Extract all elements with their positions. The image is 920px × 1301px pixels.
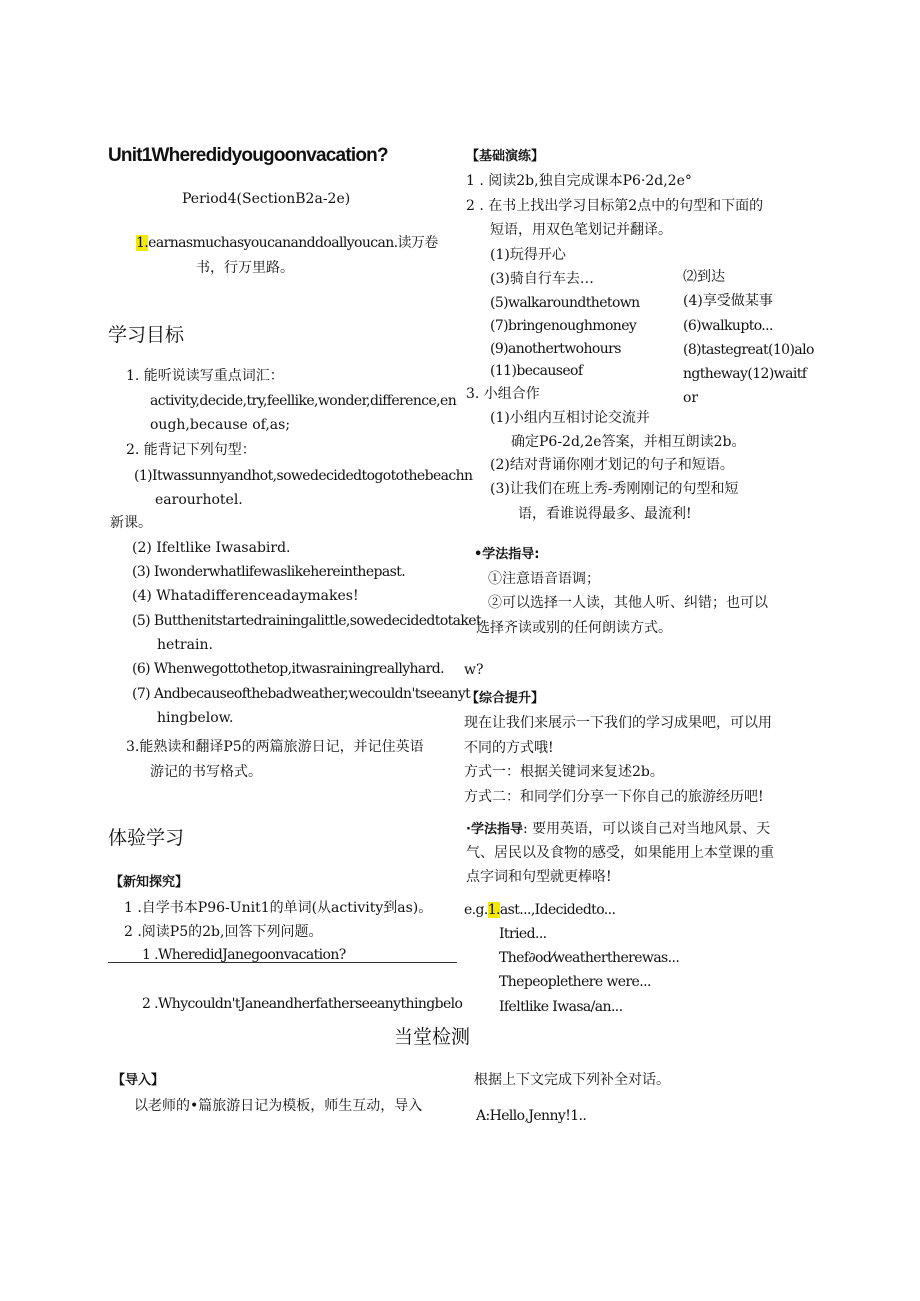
sentence-1-cont: earourhotel. — [155, 492, 243, 508]
dialogue-line-1: A:Hello,Jenny!1.. — [476, 1108, 587, 1124]
question-2: 2 .Whycouldn'tJaneandherfatherseeanythingbelo — [142, 996, 463, 1012]
new-knowledge-label: 【新知探究】 — [110, 875, 189, 890]
phrase-8: (8)tastegreat(10)alo — [683, 342, 814, 358]
method-guide-2-text: : 要用英语，可以谈自己对当地风景、天 — [522, 821, 771, 837]
stray-text: w? — [464, 662, 484, 678]
classroom-test-heading: 当堂检测 — [394, 1026, 471, 1048]
phrase-8-end: or — [683, 390, 699, 406]
phrase-1: (1)玩得开心 — [490, 247, 566, 263]
explore-item-2: 2 .阅读P5的2b,回答下列问题。 — [124, 924, 323, 940]
experience-heading: 体验学习 — [108, 827, 185, 849]
practice-item-2: 2 . 在书上找出学习目标第2点中的句型和下面的 — [466, 198, 764, 214]
goal-1-words: activity,decide,try,feellike,wonder,difference,en — [150, 393, 457, 409]
phrase-4: (4)享受做某事 — [683, 293, 773, 309]
way-1: 方式一：根据关键词来复述2b。 — [464, 764, 664, 780]
phrase-11: (11)becauseof — [490, 363, 583, 379]
sentence-3: (3) Iwonderwhatlifewaslikehereinthepast. — [132, 564, 406, 580]
way-2: 方式二：和同学们分享一下你自己的旅游经历吧! — [464, 789, 764, 805]
motto-line-2: 书，行万里路。 — [196, 260, 294, 276]
method-guide-2-end: 点字词和句型就更棒咯! — [466, 869, 612, 885]
sentence-6: (6) Whenwegottothetop,itwasrainingreallyhard. — [132, 661, 444, 677]
method-tip-1: ①注意语音语调； — [488, 571, 600, 587]
answer-line — [108, 962, 457, 963]
sentence-7-cont: hingbelow. — [157, 710, 234, 726]
goal-3-cont: 游记的书写格式。 — [150, 764, 262, 780]
question-1: 1 .WheredidJanegoonvacation? — [142, 947, 346, 963]
group-work: 3. 小组合作 — [466, 386, 540, 402]
method-tip-2: ②可以选择一人读，其他人听、纠错；也可以 — [488, 595, 768, 611]
sentence-1: (1)Itwassunnyandhot,sowedecidedtogotothebeachn — [134, 468, 473, 484]
sentence-5-cont: hetrain. — [157, 637, 213, 653]
goal-1: 1. 能听说读写重点词汇： — [126, 368, 284, 384]
sentence-7: (7) Andbecauseofthebadweather,wecouldn'tseeanyt — [132, 686, 471, 702]
practice-item-2-cont: 短语，用双色笔划记并翻译。 — [490, 222, 672, 238]
comprehensive-intro-cont: 不同的方式哦! — [464, 740, 554, 756]
comprehensive-label: 【综合提升】 — [466, 691, 545, 706]
highlight-mark: 1. — [136, 235, 149, 251]
example-prefix: e.g. — [464, 902, 488, 918]
example-line-4: Thepeoplethere were... — [499, 974, 651, 990]
period-subtitle: Period4(SectionB2a-2e) — [182, 191, 351, 207]
highlight-mark: 1. — [487, 902, 500, 918]
method-tip-2-cont: 选择齐读或别的任何朗读方式。 — [476, 620, 672, 636]
dialogue-instructions: 根据上下文完成下列补全对话。 — [474, 1072, 670, 1088]
method-guide-2-label: ·学法指导 — [466, 822, 523, 837]
intro-label: 【导入】 — [112, 1073, 165, 1088]
sentence-2: (2) Ifeltlike Iwasabird. — [132, 540, 291, 556]
sentence-5: (5) Butthenitstartedrainingalittle,sowedecidedtotaket — [132, 613, 482, 629]
phrase-6: (6)walkupto... — [683, 318, 773, 334]
goal-2: 2. 能背记下列句型： — [126, 442, 256, 458]
goal-1-words-cont: ough,because of,as; — [150, 417, 291, 433]
explore-item-1: 1 .自学书本P96-Unit1的单词(从activity到as)。 — [124, 900, 433, 916]
practice-item-1: 1 . 阅读2b,独自完成课本P6·2d,2e° — [466, 173, 692, 189]
phrase-5: (5)walkaroundthetown — [490, 295, 640, 311]
phrase-3: (3)骑自行车去… — [490, 271, 594, 287]
group-step-3: (3)让我们在班上秀-秀刚刚记的句型和短 — [490, 481, 739, 497]
phrase-9: (9)anothertwohours — [490, 341, 621, 357]
new-lesson-note: 新课。 — [110, 515, 152, 531]
group-step-1: (1)小组内互相讨论交流并 — [490, 410, 650, 426]
sentence-4: (4) Whatadifferenceadaymakes! — [132, 588, 359, 604]
group-step-3-cont: 语，看谁说得最多、最流利! — [518, 506, 692, 522]
motto-line-1 — [136, 234, 438, 252]
phrase-2: ⑵到达 — [683, 269, 725, 285]
page-title: Unit1Wheredidyougoonvacation? — [108, 145, 388, 166]
comprehensive-intro: 现在让我们来展示一下我们的学习成果吧，可以用 — [464, 715, 772, 731]
example-line-3: Thef∂od⁄weathertherewas... — [499, 950, 680, 966]
motto-text: earnasmuchasyoucananddoallyoucan.读万卷 — [148, 235, 438, 251]
goals-heading: 学习目标 — [108, 324, 185, 346]
example-line-1 — [464, 901, 615, 919]
method-guide-2 — [466, 820, 770, 839]
goal-3: 3.能熟读和翻译P5的两篇旅游日记，并记住英语 — [126, 739, 424, 755]
example-text: ast...,Idecidedto... — [499, 902, 616, 918]
example-line-5: Ifeltlike Iwasa/an... — [499, 999, 623, 1015]
method-guide-label: •学法指导: — [474, 547, 540, 562]
phrase-7: (7)bringenoughmoney — [490, 318, 637, 334]
phrase-8-cont: ngtheway(12)waitf — [683, 366, 807, 382]
group-step-1-cont: 确定P6-2d,2e答案，并相互朗读2b。 — [511, 434, 746, 450]
example-line-2: Itried... — [499, 926, 547, 942]
group-step-2: (2)结对背诵你刚才划记的句子和短语。 — [490, 457, 734, 473]
basic-practice-label: 【基础演练】 — [466, 149, 545, 164]
intro-text: 以老师的•篇旅游日记为模板，师生互动，导入 — [134, 1098, 423, 1114]
method-guide-2-cont: 气、居民以及食物的感受，如果能用上本堂课的重 — [466, 845, 774, 861]
